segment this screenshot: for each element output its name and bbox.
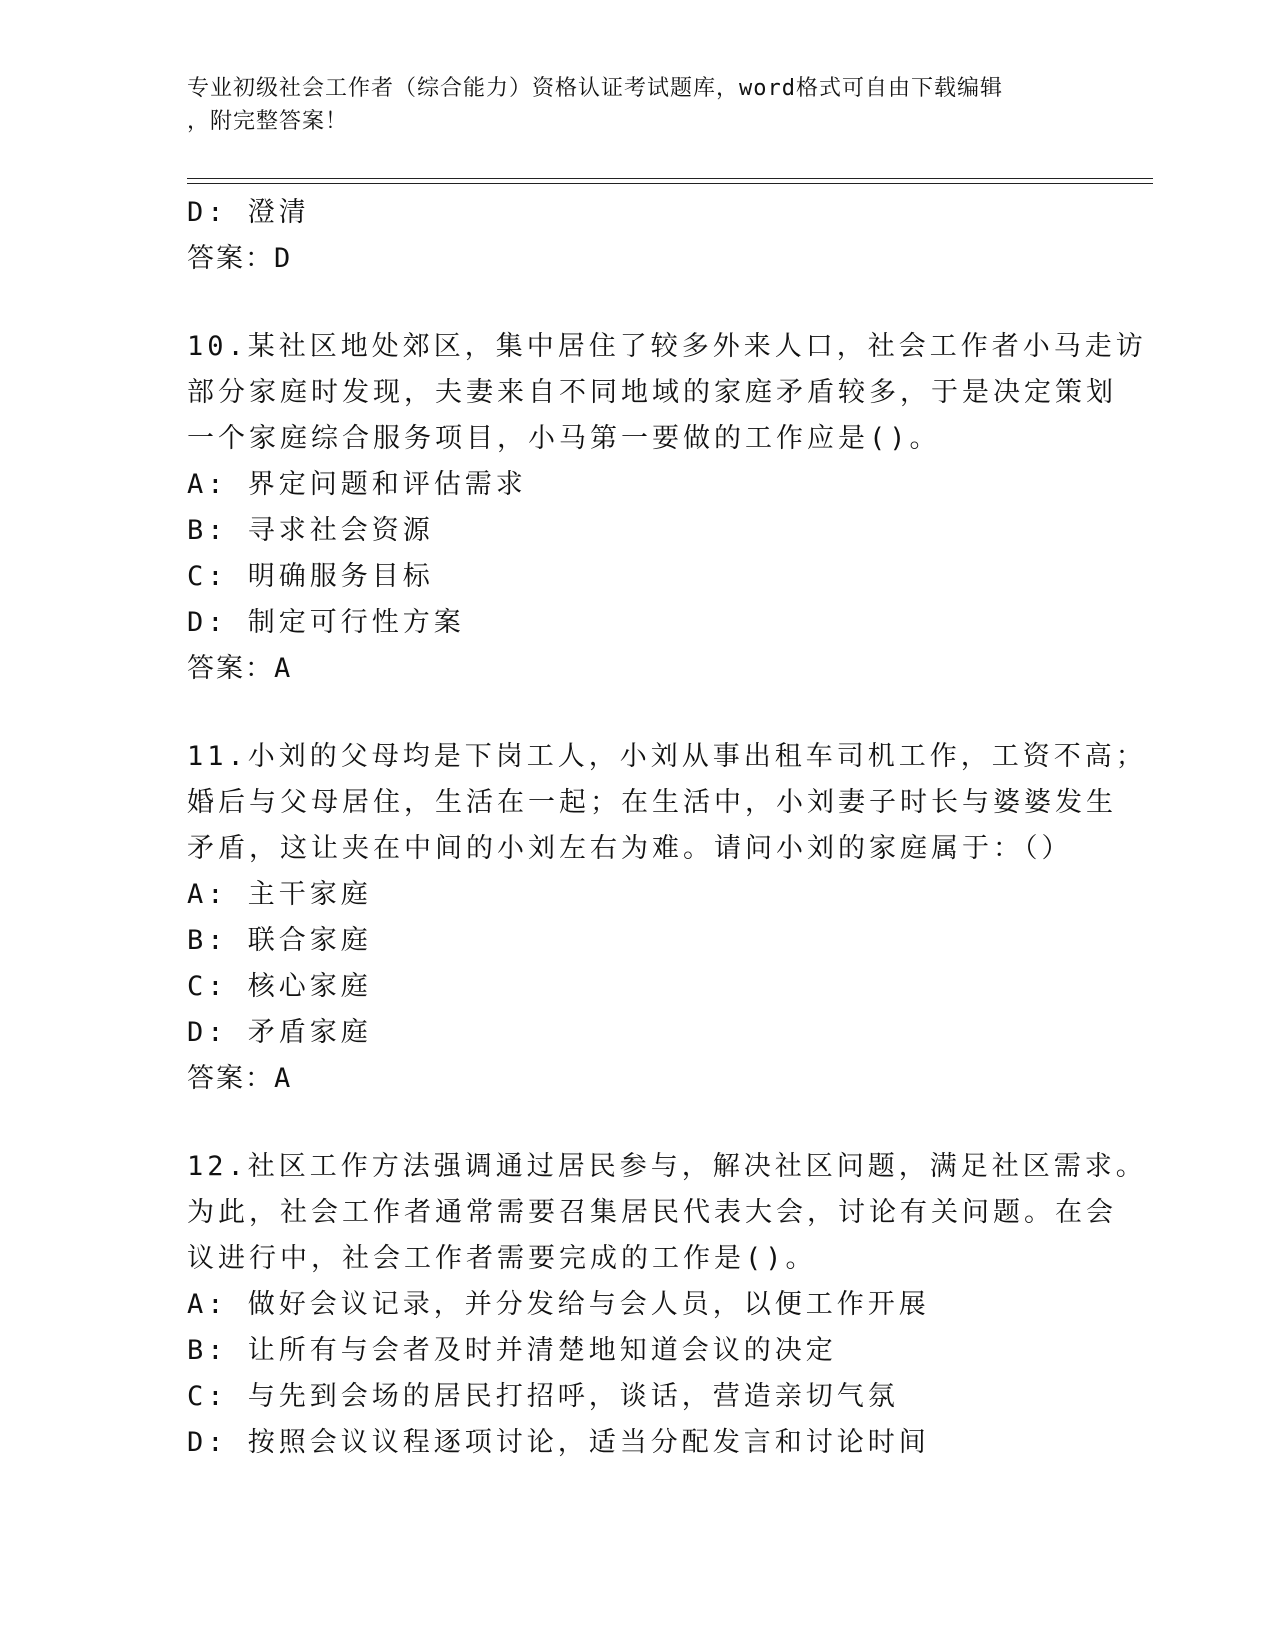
question-10-line: 10.某社区地处郊区，集中居住了较多外来人口，社会工作者小马走访 xyxy=(187,331,1147,362)
question-11-line: 矛盾，这让夹在中间的小刘左右为难。请问小刘的家庭属于：（） xyxy=(187,833,1073,864)
question-11-option-b: B: 联合家庭 xyxy=(187,925,372,956)
question-11-line: 11.小刘的父母均是下岗工人，小刘从事出租车司机工作，工资不高； xyxy=(187,741,1147,772)
question-10-option-d: D: 制定可行性方案 xyxy=(187,607,465,638)
question-10-answer: 答案：A xyxy=(187,653,293,684)
header-title-line-1: 专业初级社会工作者（综合能力）资格认证考试题库，word格式可自由下载编辑 xyxy=(187,76,1003,101)
question-10-option-b: B: 寻求社会资源 xyxy=(187,515,434,546)
question-10 xyxy=(187,324,1147,692)
prev-option-d: D: 澄清 xyxy=(187,197,310,228)
question-11-answer: 答案：A xyxy=(187,1063,293,1094)
question-content xyxy=(187,190,1147,1466)
question-11-line: 婚后与父母居住，生活在一起；在生活中，小刘妻子时长与婆婆发生 xyxy=(187,787,1117,818)
page-header xyxy=(187,72,1067,138)
question-10-option-c: C: 明确服务目标 xyxy=(187,561,434,592)
header-divider-bottom xyxy=(187,183,1153,184)
question-12-option-d: D: 按照会议议程逐项讨论，适当分配发言和讨论时间 xyxy=(187,1427,930,1458)
question-11-option-d: D: 矛盾家庭 xyxy=(187,1017,372,1048)
question-12-line: 12.社区工作方法强调通过居民参与，解决社区问题，满足社区需求。 xyxy=(187,1151,1147,1182)
header-divider-top xyxy=(187,178,1153,179)
question-10-line: 一个家庭综合服务项目，小马第一要做的工作应是()。 xyxy=(187,423,941,454)
question-10-line: 部分家庭时发现，夫妻来自不同地域的家庭矛盾较多，于是决定策划 xyxy=(187,377,1117,408)
question-10-stem xyxy=(187,324,1147,462)
question-12-option-c: C: 与先到会场的居民打招呼，谈话，营造亲切气氛 xyxy=(187,1381,899,1412)
question-11-option-c: C: 核心家庭 xyxy=(187,971,372,1002)
question-12-stem xyxy=(187,1144,1147,1282)
question-12-line: 为此，社会工作者通常需要召集居民代表大会，讨论有关问题。在会 xyxy=(187,1197,1117,1228)
question-11-stem xyxy=(187,734,1147,872)
question-11-option-a: A: 主干家庭 xyxy=(187,879,372,910)
question-11 xyxy=(187,734,1147,1102)
question-12-line: 议进行中，社会工作者需要完成的工作是()。 xyxy=(187,1243,817,1274)
header-title-line-2: ，附完整答案！ xyxy=(187,109,349,134)
question-12-option-b: B: 让所有与会者及时并清楚地知道会议的决定 xyxy=(187,1335,837,1366)
question-12-option-a: A: 做好会议记录，并分发给与会人员，以便工作开展 xyxy=(187,1289,930,1320)
prev-answer: 答案：D xyxy=(187,243,293,274)
question-10-option-a: A: 界定问题和评估需求 xyxy=(187,469,527,500)
question-12 xyxy=(187,1144,1147,1466)
